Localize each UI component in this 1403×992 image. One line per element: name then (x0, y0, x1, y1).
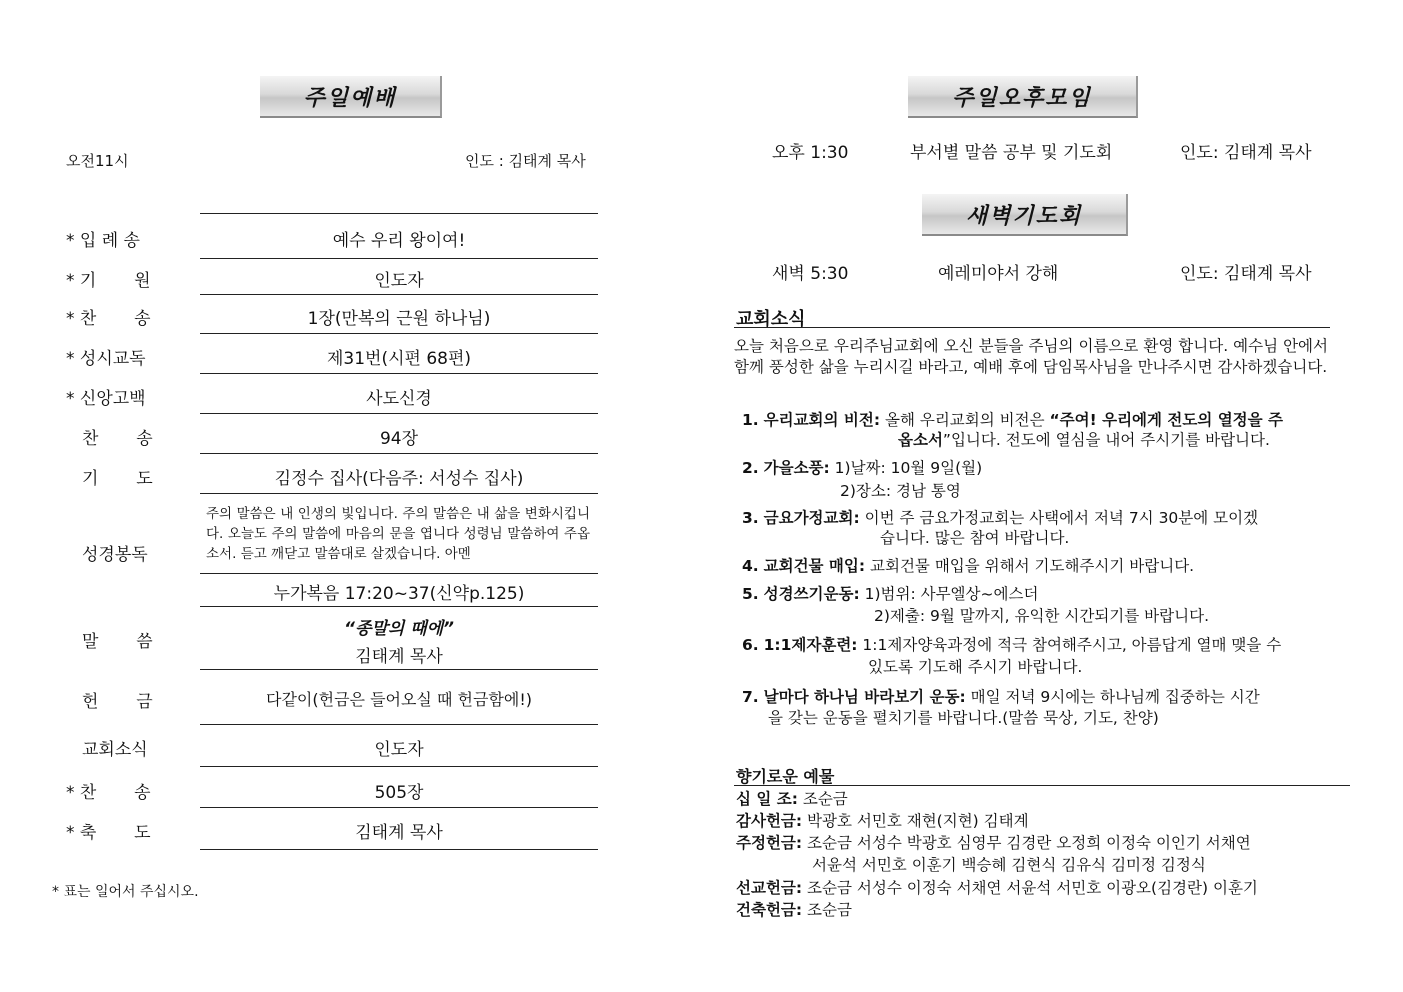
offering-row (736, 809, 1029, 831)
afternoon-leader: 인도: 김태계 목사 (1180, 143, 1312, 163)
news-item-1-cont (898, 429, 1270, 451)
news-item-title: 교회건물 매입: (763, 557, 866, 575)
news-item-7 (742, 686, 1260, 708)
news-item-number: 4. (742, 557, 759, 575)
service-label: 교회소식 (82, 740, 148, 760)
row-divider (200, 453, 598, 454)
row-divider (200, 413, 598, 414)
service-label: 헌 금 (82, 692, 153, 712)
news-rule (734, 327, 1330, 328)
news-item-text: 이번 주 금요가정교회는 사택에서 저녁 7시 30분에 모이겠 (864, 509, 1259, 527)
news-item-number: 5. (742, 585, 759, 603)
service-label: 찬 송 (82, 429, 153, 449)
news-item-1 (742, 409, 1283, 431)
service-label: * 축 도 (66, 823, 151, 843)
offerings-heading: 향기로운 예물 (736, 767, 835, 786)
dawn-time: 새벽 5:30 (772, 264, 849, 284)
service-value: 94장 (379, 429, 419, 449)
offering-names: 박광호 서민호 재현(지현) 김태계 (807, 812, 1029, 830)
news-item-text: 1)범위: 사무엘상~에스더 (864, 585, 1039, 603)
news-item-2 (742, 457, 982, 479)
scripture-reference: 누가복음 17:20~37(신약p.125) (273, 584, 525, 604)
news-item-title: 금요가정교회: (763, 509, 860, 527)
afternoon-time: 오후 1:30 (772, 143, 849, 163)
service-label: 기 도 (82, 469, 153, 489)
service-value: 제31번(시편 68편) (326, 349, 472, 369)
offering-names: 조순금 서성수 이정숙 서채연 서윤석 서민호 이광오(김경란) 이훈기 (807, 879, 1258, 897)
worship-title-text: 주일예배 (303, 85, 397, 111)
dawn-title (922, 194, 1128, 236)
offering-row (736, 787, 848, 809)
offering-names: 조순금 (807, 901, 852, 919)
service-value: 1장(만복의 근원 하나님) (307, 309, 491, 329)
news-item-text: 1:1제자양육과정에 적극 참여해주시고, 아름답게 열매 맺을 수 (862, 636, 1282, 654)
row-divider (200, 294, 598, 295)
news-item-text: 매일 저녁 9시에는 하나님께 집중하는 시간 (970, 688, 1260, 706)
offering-names: 조순금 서성수 박광호 심영무 김경란 오정희 이정숙 이인기 서채연 (807, 834, 1251, 852)
news-item-6-cont: 있도록 기도해 주시기 바랍니다. (868, 658, 1083, 676)
service-value: 다같이(헌금은 들어오실 때 헌금함에!) (266, 690, 532, 709)
row-divider (200, 573, 598, 574)
offering-row-cont: 서윤석 서민호 이훈기 백승혜 김현식 김유식 김미정 김정식 (812, 856, 1206, 874)
row-divider (200, 724, 598, 725)
news-item-number: 2. (742, 459, 759, 477)
news-item-2-cont: 2)장소: 경남 통영 (840, 482, 961, 500)
news-item-7-cont: 을 갖는 운동을 펼치기를 바랍니다.(말씀 묵상, 기도, 찬양) (768, 709, 1159, 727)
dawn-leader: 인도: 김태계 목사 (1180, 264, 1312, 284)
service-label: * 성시교독 (66, 349, 146, 369)
worship-leader: 인도 : 김태계 목사 (465, 152, 586, 170)
offering-names: 조순금 (802, 790, 848, 808)
row-divider (200, 493, 598, 494)
row-divider (200, 606, 598, 607)
offering-row (736, 876, 1258, 898)
service-label: 성경봉독 (82, 545, 148, 565)
service-value: 인도자 (374, 740, 424, 760)
row-divider (200, 258, 598, 259)
news-item-number: 7. (742, 688, 759, 706)
news-intro: 오늘 처음으로 우리주님교회에 오신 분들을 주님의 이름으로 환영 합니다. 예수님 안에서 함께 풍성한 삶을 누리시길 바라고, 예배 후에 담임목사님을 만나주시면 감사하겠습니다. (734, 337, 1328, 376)
row-divider (200, 213, 598, 214)
news-heading: 교회소식 (736, 309, 806, 330)
worship-title (260, 76, 442, 118)
sermon-title: “종말의 때에” (344, 619, 454, 639)
service-value: 사도신경 (366, 389, 432, 409)
news-item-text: 교회건물 매입을 위해서 기도해주시기 바랍니다. (870, 557, 1195, 575)
service-label: * 찬 송 (66, 783, 151, 803)
news-item-3 (742, 507, 1258, 529)
news-item-5 (742, 583, 1038, 605)
afternoon-desc: 부서별 말씀 공부 및 기도회 (910, 143, 1113, 163)
news-item-text: 1)날짜: 10월 9일(월) (834, 459, 983, 477)
news-item-title: 우리교회의 비전: (763, 411, 881, 429)
offering-label: 건축헌금: (736, 901, 803, 919)
row-divider (200, 373, 598, 374)
service-value: 인도자 (374, 271, 424, 291)
offerings-rule (734, 785, 1350, 786)
row-divider (200, 807, 598, 808)
worship-time: 오전11시 (66, 152, 129, 170)
row-divider (200, 849, 598, 850)
news-item-text: 올해 우리교회의 비전은 (884, 411, 1045, 429)
service-value: 김정수 집사(다음주: 서성수 집사) (274, 469, 524, 489)
service-value: 505장 (374, 783, 424, 803)
news-item-quote: “주여! 우리에게 전도의 열정을 주 (1049, 411, 1283, 429)
offering-row (736, 831, 1251, 853)
afternoon-title-text: 주일오후모임 (952, 85, 1092, 111)
service-label: * 기 원 (66, 271, 151, 291)
service-label: * 찬 송 (66, 309, 151, 329)
service-value: 김태계 목사 (355, 823, 443, 843)
row-divider (200, 766, 598, 767)
offering-label: 십 일 조: (736, 790, 798, 808)
service-label: * 입 례 송 (66, 231, 140, 251)
news-item-title: 가을소풍: (763, 459, 830, 477)
offering-label: 주정헌금: (736, 834, 803, 852)
news-item-text-cont: ”입니다. 전도에 열심을 내어 주시기를 바랍니다. (942, 431, 1270, 449)
news-item-number: 6. (742, 636, 759, 654)
offering-label: 선교헌금: (736, 879, 803, 897)
offering-row (736, 898, 852, 920)
news-item-number: 1. (742, 411, 759, 429)
news-item-quote-cont: 옵소서 (898, 431, 943, 449)
dawn-title-text: 새벽기도회 (965, 203, 1083, 229)
afternoon-title (908, 76, 1138, 118)
service-label: 말 씀 (82, 632, 153, 652)
scripture-reading-prayer: 주의 말씀은 내 인생의 빛입니다. 주의 말씀은 내 삶을 변화시킵니다. 오늘도 주의 말씀에 마음의 문을 엽니다 성령님 말씀하여 주옵소서. 듣고 깨닫고 말씀대로 살겠습니다. 아멘 (206, 506, 590, 562)
news-item-title: 1:1제자훈련: (763, 636, 858, 654)
news-item-4 (742, 555, 1194, 577)
news-item-6 (742, 634, 1281, 656)
service-label: * 신앙고백 (66, 389, 146, 409)
row-divider (200, 333, 598, 334)
news-item-title: 날마다 하나님 바라보기 운동: (763, 688, 966, 706)
dawn-desc: 예레미야서 강해 (938, 264, 1059, 284)
offering-label: 감사헌금: (736, 812, 803, 830)
news-item-title: 성경쓰기운동: (763, 585, 860, 603)
service-value: 예수 우리 왕이여! (332, 231, 466, 251)
news-item-3-cont: 습니다. 많은 참여 바랍니다. (880, 529, 1070, 547)
standing-footnote: * 표는 일어서 주십시오. (52, 884, 199, 900)
news-item-5-cont: 2)제출: 9월 말까지, 유익한 시간되기를 바랍니다. (874, 607, 1209, 625)
news-item-number: 3. (742, 509, 759, 527)
row-divider (200, 669, 598, 670)
sermon-preacher: 김태계 목사 (355, 647, 443, 667)
